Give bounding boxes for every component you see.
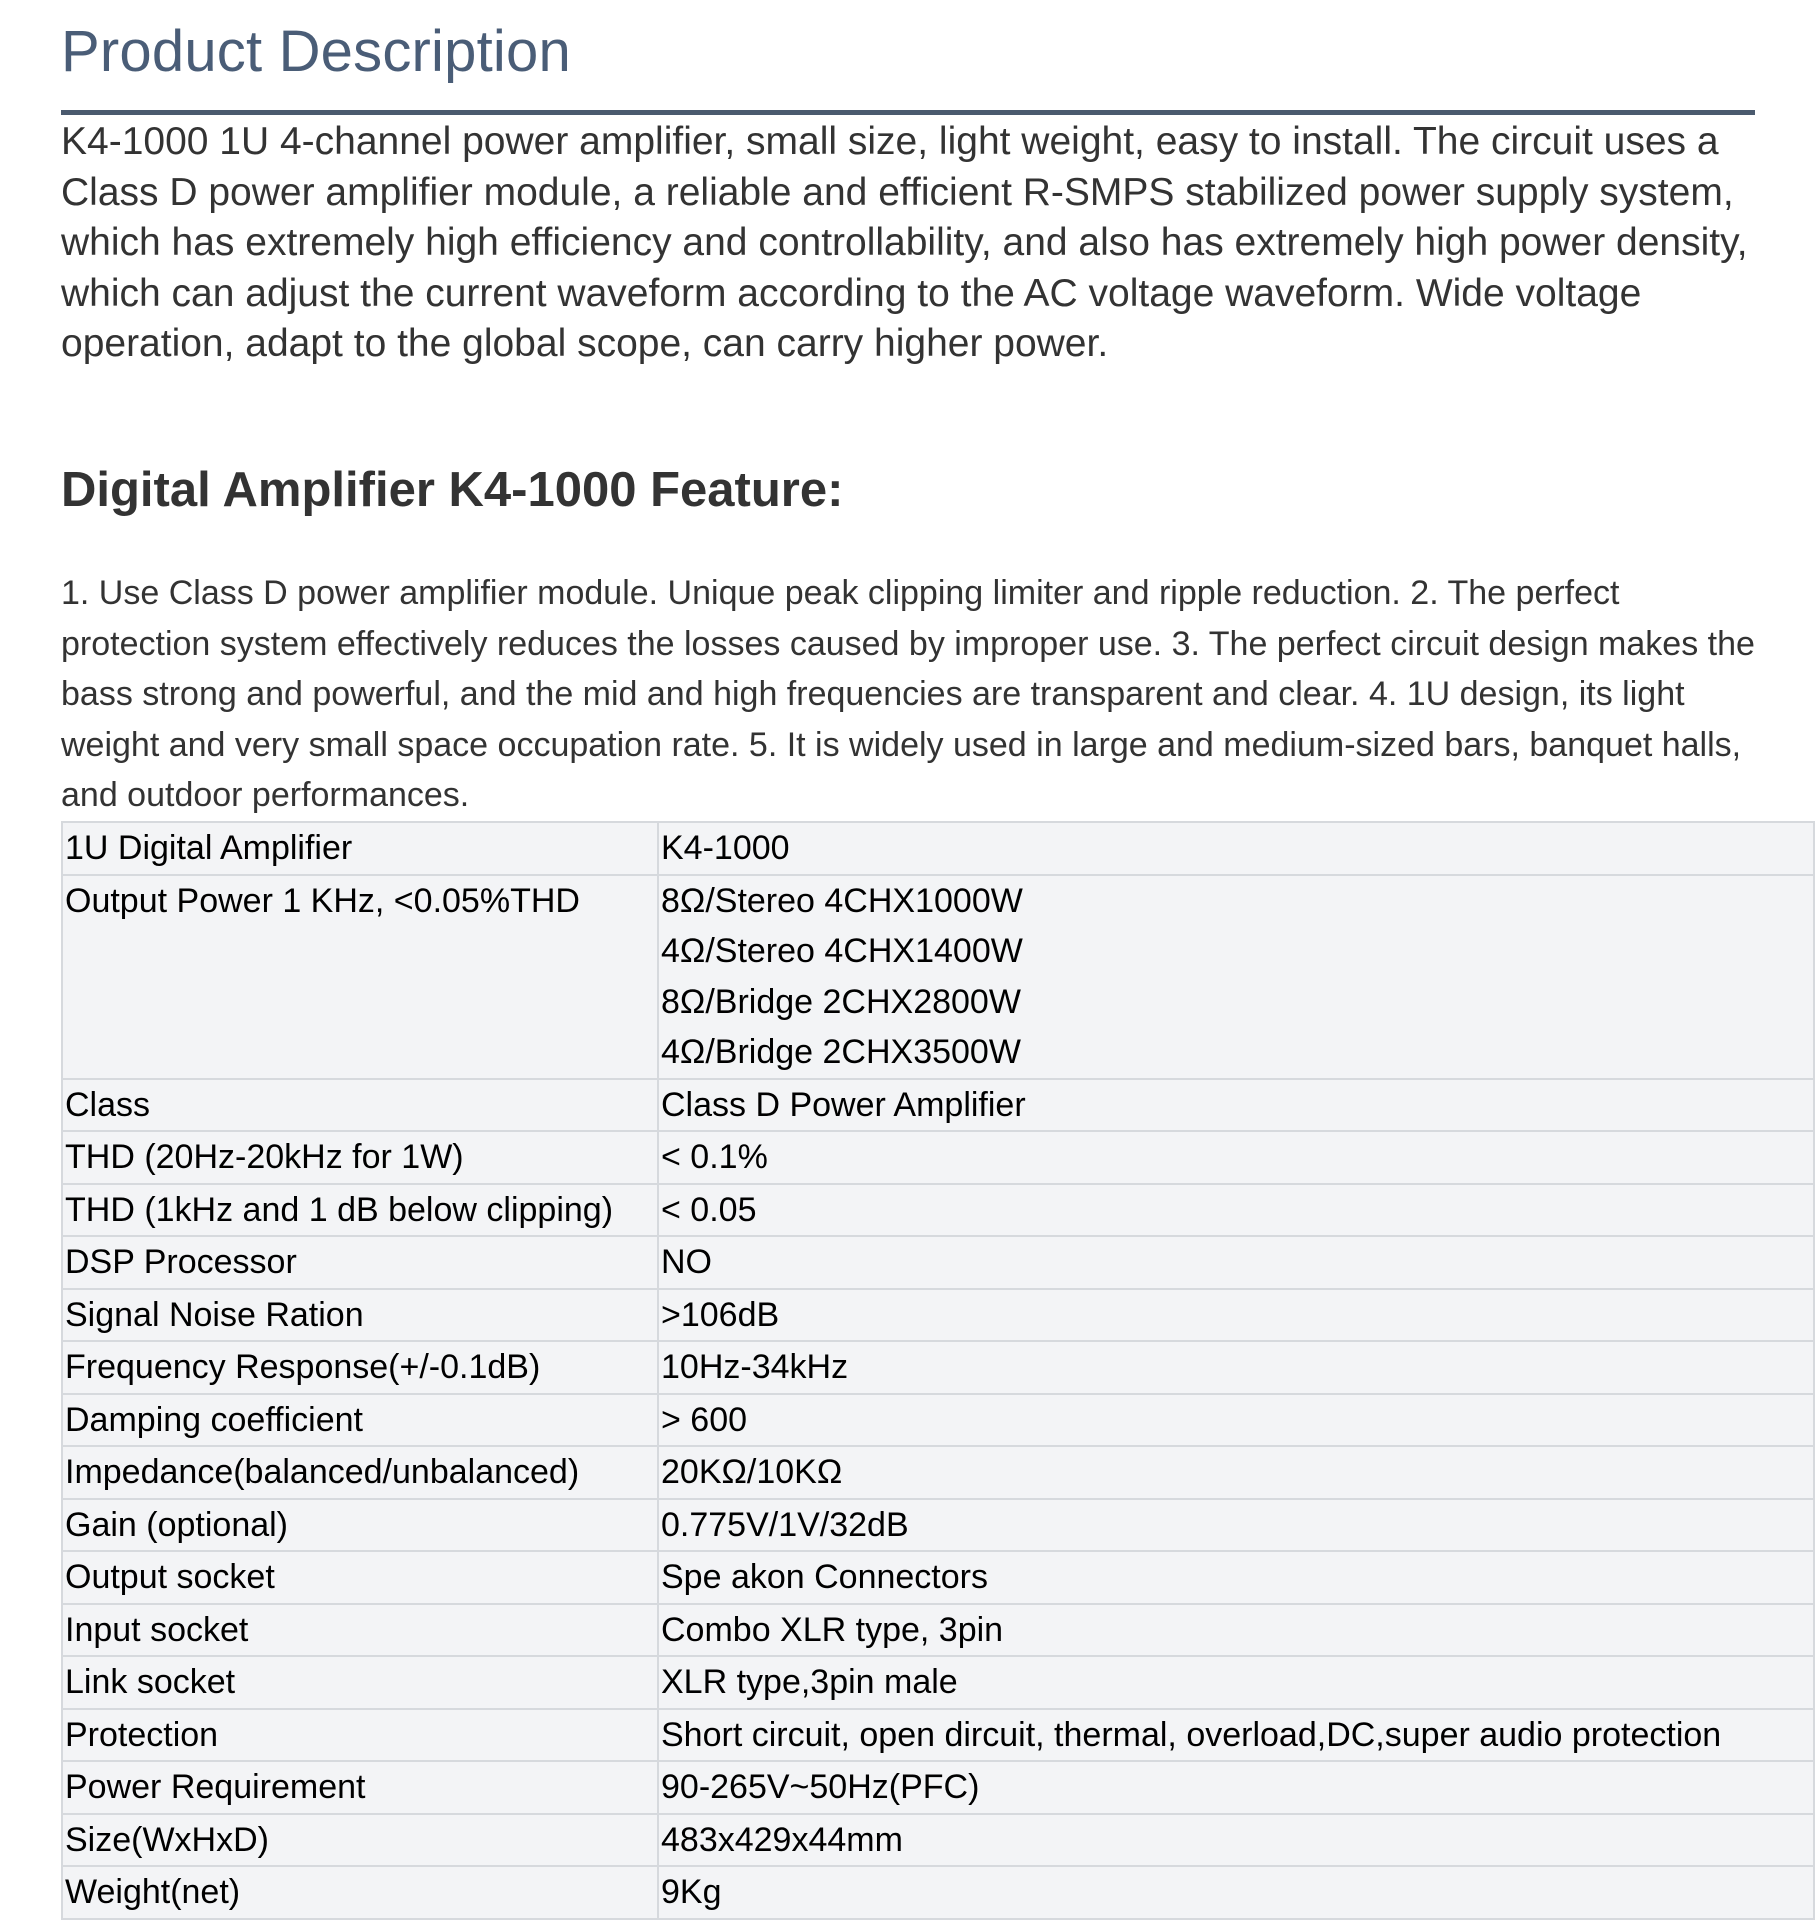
spec-value: Combo XLR type, 3pin xyxy=(661,1610,1004,1649)
spec-value-cell xyxy=(658,1551,1814,1604)
spec-row xyxy=(62,875,1814,1079)
spec-row xyxy=(62,1656,1814,1709)
spec-value: >106dB xyxy=(661,1295,780,1334)
spec-label: Frequency Response(+/-0.1dB) xyxy=(62,1341,658,1394)
spec-label: Protection xyxy=(62,1709,658,1762)
spec-value: 4Ω/Stereo 4CHX1400W xyxy=(661,932,1023,970)
spec-value: < 0.05 xyxy=(661,1190,757,1229)
spec-label: Output socket xyxy=(62,1551,658,1604)
spec-value: XLR type,3pin male xyxy=(661,1663,958,1701)
feature-heading: Digital Amplifier K4-1000 Feature: xyxy=(61,463,844,517)
spec-row xyxy=(62,822,1814,875)
spec-value-cell xyxy=(658,1814,1814,1867)
spec-value: Short circuit, open dircuit, thermal, overload,DC,super audio protection xyxy=(661,1715,1722,1754)
spec-value-cell xyxy=(658,822,1814,875)
spec-value: Class D Power Amplifier xyxy=(661,1085,1026,1124)
spec-value-cell xyxy=(658,1131,1814,1184)
spec-label: 1U Digital Amplifier xyxy=(62,822,658,875)
spec-value: 20KΩ/10KΩ xyxy=(661,1453,843,1491)
spec-label: Link socket xyxy=(62,1656,658,1709)
spec-value-cell xyxy=(658,1184,1814,1237)
spec-label: Class xyxy=(62,1079,658,1132)
spec-value-cell xyxy=(658,1604,1814,1657)
section-title: Product Description xyxy=(61,19,571,84)
spec-row xyxy=(62,1341,1814,1394)
spec-value: K4-1000 xyxy=(661,829,790,867)
spec-table xyxy=(61,821,1815,1920)
spec-value-cell xyxy=(658,1079,1814,1132)
spec-value-cell xyxy=(658,1709,1814,1762)
spec-value: 9Kg xyxy=(661,1873,722,1911)
spec-value: 8Ω/Bridge 2CHX2800W xyxy=(661,982,1021,1021)
spec-label: Power Requirement xyxy=(62,1761,658,1814)
spec-value: 483x429x44mm xyxy=(661,1820,903,1859)
spec-label: Damping coefficient xyxy=(62,1394,658,1447)
spec-row xyxy=(62,1131,1814,1184)
spec-label: THD (20Hz-20kHz for 1W) xyxy=(62,1131,658,1184)
intro-paragraph: K4-1000 1U 4-channel power amplifier, small size, light weight, easy to install. The circuit uses a Class D power amplifier module, a reliable and efficient R-SMPS stabilized power supply system, which has extremely high efficiency and controllability, and also has extremely high power density, which can adjust the current waveform according to the AC voltage waveform. Wide voltage operation, adapt to the global scope, can carry higher power. xyxy=(61,120,1748,365)
spec-label: Impedance(balanced/unbalanced) xyxy=(62,1446,658,1499)
spec-value-cell xyxy=(658,1761,1814,1814)
spec-value: > 600 xyxy=(661,1400,748,1439)
spec-row xyxy=(62,1079,1814,1132)
spec-value: 8Ω/Stereo 4CHX1000W xyxy=(661,881,1023,920)
spec-value-cell xyxy=(658,1289,1814,1342)
spec-value-cell xyxy=(658,1394,1814,1447)
spec-row xyxy=(62,1709,1814,1762)
spec-value: < 0.1% xyxy=(661,1138,768,1176)
spec-value: 0.775V/1V/32dB xyxy=(661,1505,909,1544)
spec-value-cell xyxy=(658,875,1814,1079)
spec-label: Size(WxHxD) xyxy=(62,1814,658,1867)
spec-row xyxy=(62,1761,1814,1814)
spec-row xyxy=(62,1604,1814,1657)
spec-row xyxy=(62,1394,1814,1447)
spec-label: Gain (optional) xyxy=(62,1499,658,1552)
spec-label: Weight(net) xyxy=(62,1866,658,1919)
spec-label: THD (1kHz and 1 dB below clipping) xyxy=(62,1184,658,1237)
spec-row xyxy=(62,1446,1814,1499)
spec-value: NO xyxy=(661,1243,712,1281)
spec-row xyxy=(62,1499,1814,1552)
spec-value-cell xyxy=(658,1866,1814,1919)
spec-value-cell xyxy=(658,1656,1814,1709)
spec-row xyxy=(62,1184,1814,1237)
spec-row xyxy=(62,1814,1814,1867)
spec-label: Signal Noise Ration xyxy=(62,1289,658,1342)
title-divider xyxy=(61,110,1755,115)
spec-label: Input socket xyxy=(62,1604,658,1657)
spec-row xyxy=(62,1866,1814,1919)
spec-label: Output Power 1 KHz, <0.05%THD xyxy=(62,875,658,1079)
spec-row xyxy=(62,1289,1814,1342)
spec-row xyxy=(62,1236,1814,1289)
spec-row xyxy=(62,1551,1814,1604)
features-paragraph: 1. Use Class D power amplifier module. Unique peak clipping limiter and ripple reduction. 2. The perfect protection system effectively reduces the losses caused by improper use. 3. The perfect circuit design makes the bass strong and powerful, and the mid and high frequencies are transparent and clear. 4. 1U design, its light weight and very small space occupation rate. 5. It is widely used in large and medium-sized bars, banquet halls, and outdoor performances. xyxy=(61,574,1755,814)
spec-value: 4Ω/Bridge 2CHX3500W xyxy=(661,1033,1021,1071)
spec-value-cell xyxy=(658,1499,1814,1552)
spec-value: Spe akon Connectors xyxy=(661,1558,988,1596)
spec-value-cell xyxy=(658,1341,1814,1394)
spec-value-cell xyxy=(658,1236,1814,1289)
spec-value: 90-265V~50Hz(PFC) xyxy=(661,1768,980,1806)
spec-table-body xyxy=(62,822,1814,1919)
spec-value: 10Hz-34kHz xyxy=(661,1348,849,1386)
spec-value-cell xyxy=(658,1446,1814,1499)
spec-label: DSP Processor xyxy=(62,1236,658,1289)
